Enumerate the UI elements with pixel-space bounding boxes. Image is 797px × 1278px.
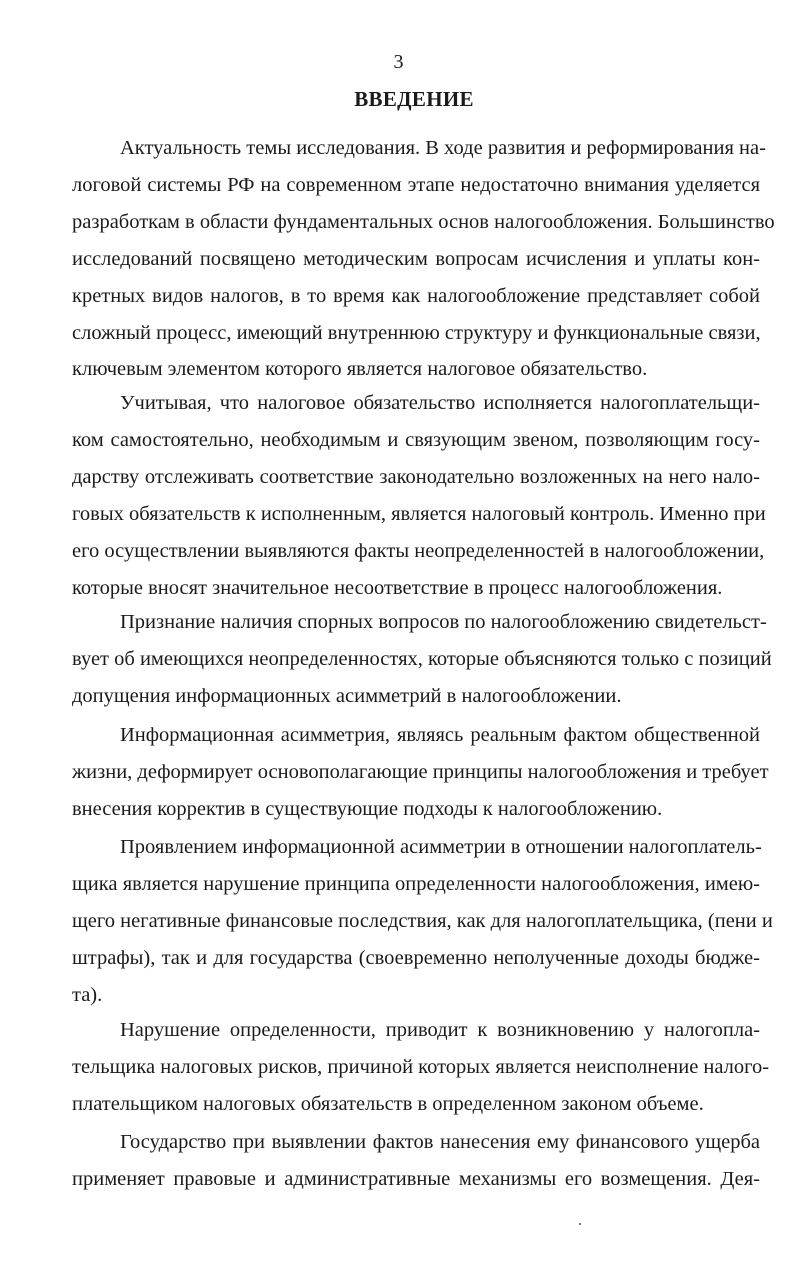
- paragraph-6: [72, 1012, 770, 1123]
- paragraph-line: говых обязательств к исполненным, является налоговый контроль. Именно при: [72, 502, 766, 525]
- paragraph-line: Актуальность темы исследования. В ходе развития и реформирования на-: [120, 137, 766, 159]
- paragraph-line: плательщиком налоговых обязательств в определенном законом объеме.: [72, 1092, 704, 1115]
- paragraph-line: дарству отслеживать соответствие законодательно возложенных на него нало-: [72, 465, 760, 488]
- paragraph-line: кретных видов налогов, в то время как налогообложение представляет собой: [72, 284, 760, 307]
- paragraph-7: [72, 1124, 760, 1198]
- paragraph-line: Нарушение определенности, приводит к возникновению у налогопла-: [120, 1019, 760, 1041]
- section-heading: ВВЕДЕНИЕ: [354, 87, 474, 111]
- paragraph-line: исследований посвящено методическим вопросам исчисления и уплаты кон-: [72, 247, 760, 270]
- paragraph-line: та).: [72, 983, 103, 1006]
- paragraph-line: щего негативные финансовые последствия, как для налогоплательщика, (пени и: [72, 909, 773, 932]
- paragraph-1: [72, 130, 775, 388]
- paragraph-line: внесения корректив в существующие подходы к налогообложению.: [72, 797, 663, 820]
- paragraph-line: тельщика налоговых рисков, причиной которых является неисполнение налого-: [72, 1055, 770, 1078]
- paragraph-line: Информационная асимметрия, являясь реальным фактом общественной: [120, 724, 760, 746]
- paragraph-line: Проявлением информационной асимметрии в отношении налогоплатель-: [120, 836, 762, 858]
- paragraph-line: жизни, деформирует основополагающие принципы налогообложения и требует: [72, 760, 769, 783]
- paragraph-line: ком самостоятельно, необходимым и связующим звеном, позволяющим госу-: [72, 428, 760, 451]
- paragraph-line: применяет правовые и административные механизмы его возмещения. Дея-: [72, 1167, 760, 1190]
- paragraph-line: его осуществлении выявляются факты неопределенностей в налогообложении,: [72, 539, 765, 562]
- paragraph-line: Государство при выявлении фактов нанесения ему финансового ущерба: [120, 1131, 760, 1153]
- scan-speck: [579, 1223, 581, 1225]
- paragraph-line: ключевым элементом которого является налоговое обязательство.: [72, 358, 648, 381]
- paragraph-line: сложный процесс, имеющий внутреннюю структуру и функциональные связи,: [72, 321, 761, 344]
- paragraph-line: щика является нарушение принципа определенности налогообложения, имею-: [72, 872, 760, 895]
- paragraph-line: Учитывая, что налоговое обязательство исполняется налогоплательщи-: [120, 392, 760, 414]
- paragraph-line: разработкам в области фундаментальных основ налогообложения. Большинство: [72, 210, 775, 233]
- paragraph-line: допущения информационных асимметрий в налогообложении.: [72, 684, 622, 707]
- paragraph-line: Признание наличия спорных вопросов по налогообложению свидетельст-: [120, 611, 767, 633]
- paragraph-3: [72, 604, 772, 715]
- page-number: 3: [393, 51, 404, 73]
- paragraph-line: вует об имеющихся неопределенностях, которые объясняются только с позиций: [72, 647, 772, 670]
- paragraph-2: [72, 385, 766, 606]
- paragraph-line: штрафы), так и для государства (своевременно неполученные доходы бюдже-: [72, 946, 760, 969]
- paragraph-line: которые вносят значительное несоответствие в процесс налогообложения.: [72, 576, 723, 599]
- paragraph-5: [72, 829, 773, 1014]
- paragraph-line: логовой системы РФ на современном этапе недостаточно внимания уделяется: [72, 173, 760, 196]
- paragraph-4: [72, 717, 769, 828]
